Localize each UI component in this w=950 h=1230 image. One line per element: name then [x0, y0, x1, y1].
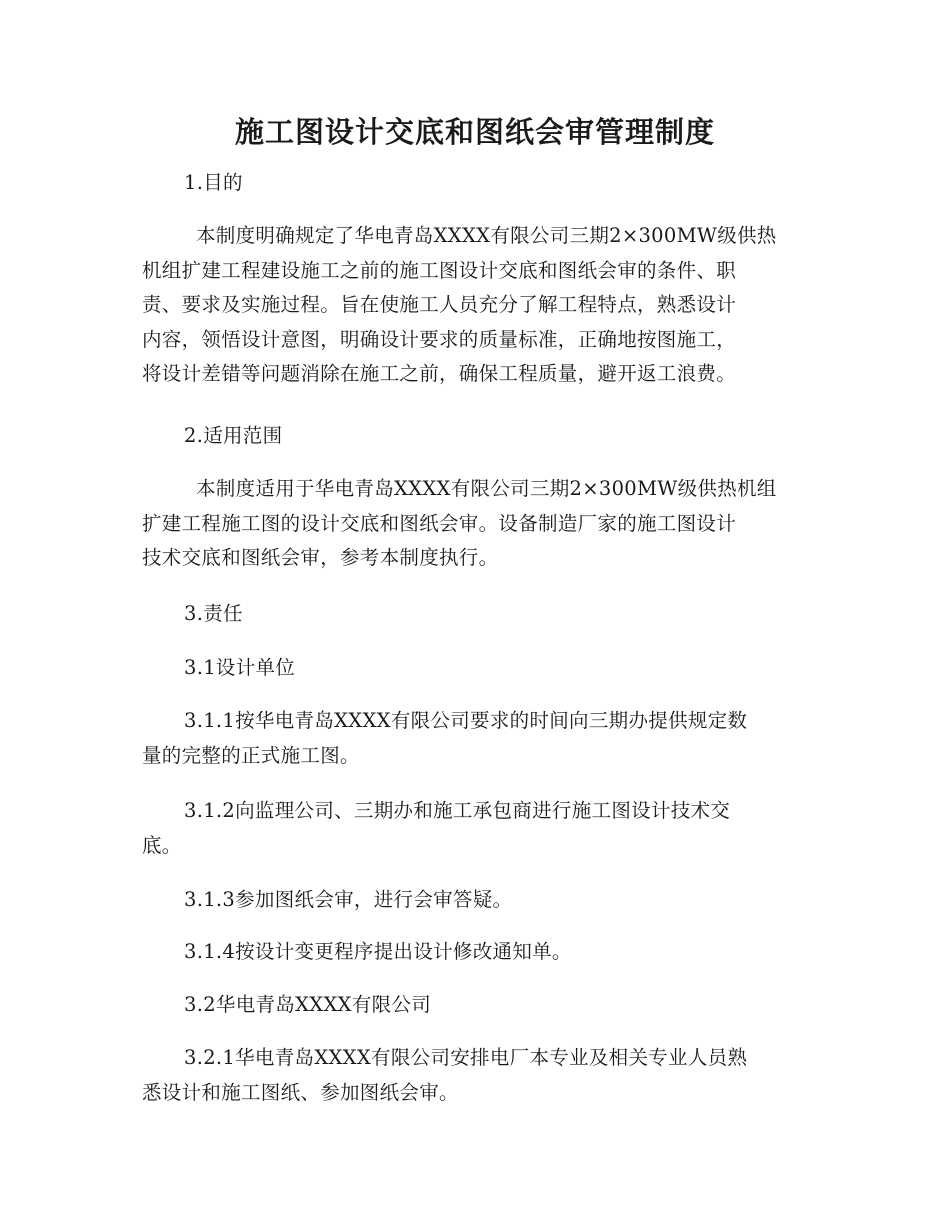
paragraph-line: 扩建工程施工图的设计交底和图纸会审。设备制造厂家的施工图设计 [142, 511, 737, 535]
clause-3-1-2 [142, 794, 808, 863]
clause-3-1-3: 3.1.3参加图纸会审，进行会审答疑。 [184, 888, 513, 911]
section-heading-scope: 2.适用范围 [184, 424, 283, 447]
subsection-heading-company: 3.2华电青岛XXXX有限公司 [184, 993, 432, 1016]
paragraph-purpose [142, 219, 808, 392]
clause-3-1-1 [142, 704, 808, 773]
document-title: 施工图设计交底和图纸会审管理制度 [234, 115, 715, 149]
paragraph-line: 量的完整的正式施工图。 [142, 743, 360, 767]
paragraph-line: 3.2.1华电青岛XXXX有限公司安排电厂本专业及相关专业人员熟 [184, 1046, 748, 1069]
paragraph-line: 3.1.2向监理公司、三期办和施工承包商进行施工图设计技术交 [184, 799, 731, 822]
paragraph-line: 机组扩建工程建设施工之前的施工图设计交底和图纸会审的条件、职 [142, 258, 737, 282]
paragraph-line: 悉设计和施工图纸、参加图纸会审。 [142, 1080, 459, 1104]
section-heading-responsibility: 3.责任 [184, 602, 243, 625]
paragraph-line: 内容，领悟设计意图，明确设计要求的质量标准，正确地按图施工， [142, 327, 737, 351]
paragraph-line: 本制度明确规定了华电青岛XXXX有限公司三期2×300MW级供热 [196, 224, 777, 247]
paragraph-scope [142, 472, 808, 576]
paragraph-line: 将设计差错等问题消除在施工之前，确保工程质量，避开返工浪费。 [142, 362, 737, 385]
subsection-heading-design-unit: 3.1设计单位 [184, 656, 296, 679]
paragraph-line: 本制度适用于华电青岛XXXX有限公司三期2×300MW级供热机组 [196, 477, 777, 500]
paragraph-line: 技术交底和图纸会审，参考本制度执行。 [142, 546, 499, 569]
clause-3-2-1 [142, 1041, 808, 1110]
paragraph-line: 3.1.1按华电青岛XXXX有限公司要求的时间向三期办提供规定数 [184, 709, 748, 732]
clause-3-1-4: 3.1.4按设计变更程序提出设计修改通知单。 [184, 940, 572, 963]
section-heading-purpose: 1.目的 [184, 171, 243, 194]
paragraph-line: 责、要求及实施过程。旨在使施工人员充分了解工程特点，熟悉设计 [142, 293, 737, 316]
paragraph-line: 底。 [142, 833, 182, 857]
